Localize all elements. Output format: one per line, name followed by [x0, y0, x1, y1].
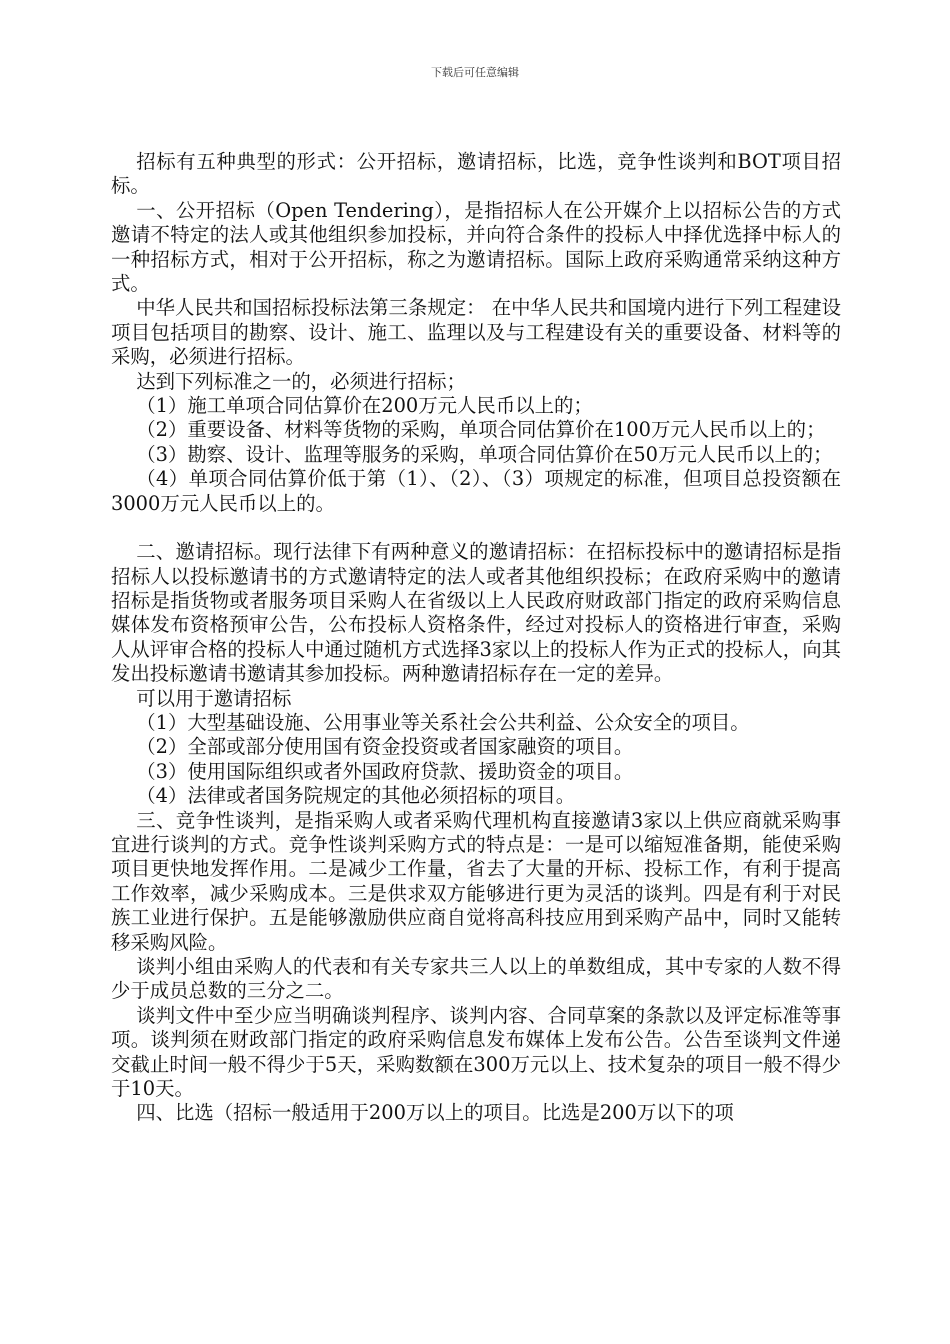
list-item: （4）法律或者国务院规定的其他必须招标的项目。 [136, 784, 576, 808]
paragraph-negotiation-documents: 谈判文件中至少应当明确谈判程序、谈判内容、合同草案的条款以及评定标准等事项。谈判须在财政部门指定的政府采购信息发布媒体上发布公告。公告至谈判文件递交截止时间一般不得少于5天，采购数额在300万元以上、技术复杂的项目一般不得少于10天。 [111, 1003, 841, 1101]
page-header: 下载后可任意编辑 [431, 66, 519, 79]
paragraph-law-article: 中华人民共和国招标投标法第三条规定： 在中华人民共和国境内进行下列工程建设项目包括项目的勘察、设计、施工、监理以及与工程建设有关的重要设备、材料等的采购，必须进行招标。 [111, 296, 841, 369]
paragraph-comparison-selection: 四、比选（招标一般适用于200万以上的项目。比选是200万以下的项 [136, 1101, 734, 1125]
list-item: （3）使用国际组织或者外国政府贷款、援助资金的项目。 [136, 759, 634, 783]
list-item: （3）勘察、设计、监理等服务的采购，单项合同估算价在50万元人民币以上的； [136, 442, 833, 466]
document-body [111, 150, 841, 1126]
paragraph-open-tendering: 一、公开招标（Open Tendering），是指招标人在公开媒介上以招标公告的方式邀请不特定的法人或其他组织参加投标，并向符合条件的投标人中择优选择中标人的一种招标方式，相对于公开招标，称之为邀请招标。国际上政府采购通常采纳这种方式。 [111, 198, 841, 296]
list-item: （1）施工单项合同估算价在200万元人民币以上的； [136, 394, 593, 418]
list-item: （4）单项合同估算价低于第（1）、（2）、（3）项规定的标准，但项目总投资额在3000万元人民币以上的。 [111, 467, 841, 515]
list-item: （2）重要设备、材料等货物的采购，单项合同估算价在100万元人民币以上的； [136, 418, 826, 442]
paragraph-intro: 招标有五种典型的形式：公开招标，邀请招标，比选，竞争性谈判和BOT项目招标。 [111, 150, 841, 198]
paragraph-criteria-intro: 达到下列标准之一的，必须进行招标； [136, 369, 466, 393]
paragraph-invited-usage: 可以用于邀请招标 [136, 686, 292, 710]
paragraph-invited-tendering: 二、邀请招标。现行法律下有两种意义的邀请招标：在招标投标中的邀请招标是指招标人以投标邀请书的方式邀请特定的法人或者其他组织投标；在政府采购中的邀请招标是指货物或者服务项目采购人在省级以上人民政府财政部门指定的政府采购信息媒体发布资格预审公告，公布投标人资格条件，经过对投标人的资格进行审查，采购人从评审合格的投标人中通过随机方式选择3家以上的投标人作为正式的投标人，向其发出投标邀请书邀请其参加投标。两种邀请招标存在一定的差异。 [111, 540, 841, 686]
blank-line [111, 516, 841, 540]
list-item: （1）大型基础设施、公用事业等关系社会公共利益、公众安全的项目。 [136, 710, 750, 734]
paragraph-competitive-negotiation: 三、竞争性谈判，是指采购人或者采购代理机构直接邀请3家以上供应商就采购事宜进行谈判的方式。竞争性谈判采购方式的特点是：一是可以缩短准备期，能使采购项目更快地发挥作用。二是减少工作量，省去了大量的开标、投标工作，有利于提高工作效率，减少采购成本。三是供求双方能够进行更为灵活的谈判。四是有利于对民族工业进行保护。五是能够激励供应商自觉将高科技应用到采购产品中，同时又能转移采购风险。 [111, 808, 841, 954]
list-item: （2）全部或部分使用国有资金投资或者国家融资的项目。 [136, 735, 634, 759]
paragraph-negotiation-team: 谈判小组由采购人的代表和有关专家共三人以上的单数组成，其中专家的人数不得少于成员总数的三分之二。 [111, 955, 841, 1003]
